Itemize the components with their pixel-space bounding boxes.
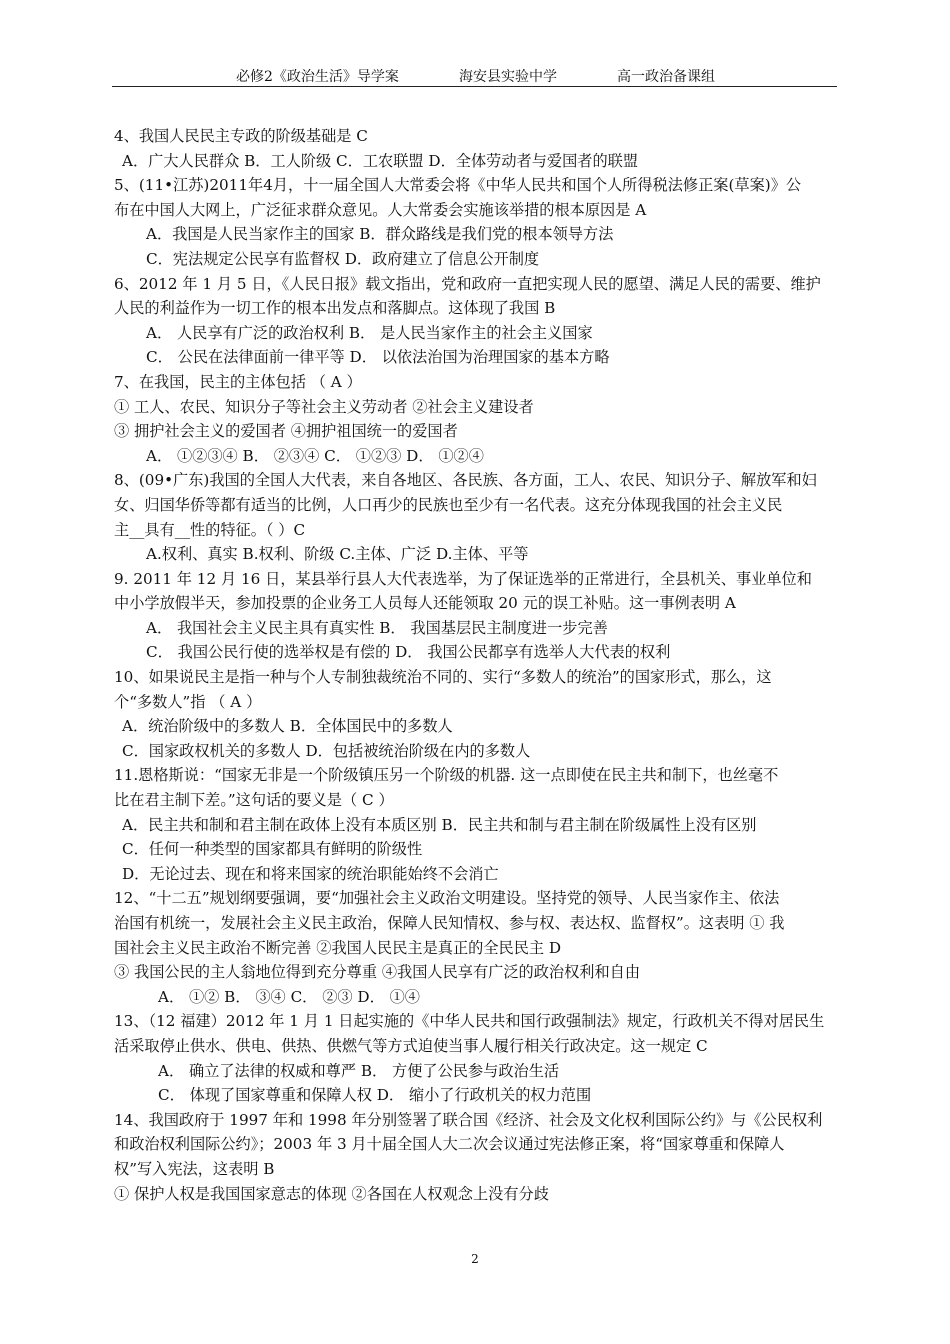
- question-8-stem: 8、(09•广东)我国的全国人大代表，来自各地区、各民族、各方面，工人、农民、知识分子、解放军和妇: [114, 471, 817, 490]
- question-14-stem: 和政治权利国际公约》；2003 年 3 月十届全国人大二次会议通过宪法修正案，将“国家尊重和保障人: [114, 1135, 785, 1154]
- question-4-options: A．广大人民群众 B．工人阶级 C．工农联盟 D．全体劳动者与爱国者的联盟: [122, 151, 639, 170]
- question-9-options: A． 我国社会主义民主具有真实性 B． 我国基层民主制度进一步完善: [146, 618, 608, 637]
- question-5-options: C．宪法规定公民享有监督权 D．政府建立了信息公开制度: [146, 249, 540, 268]
- question-5-stem: 5、(11•江苏)2011年4月，十一届全国人大常委会将《中华人民共和国个人所得税法修正案(草案)》公: [114, 176, 802, 195]
- question-7-stem: 7、在我国，民主的主体包括 （ A ）: [114, 372, 362, 391]
- question-12-items: ③ 我国公民的主人翁地位得到充分尊重 ④我国人民享有广泛的政治权利和自由: [114, 963, 641, 982]
- question-8-stem: 主__具有__性的特征。（ ）C: [114, 520, 306, 539]
- question-11-options: A．民主共和制和君主制在政体上没有本质区别 B．民主共和制与君主制在阶级属性上没有区别: [122, 815, 757, 834]
- header-school-name: 海安县实验中学: [459, 69, 557, 85]
- page-number: 2: [471, 1252, 479, 1266]
- question-9-stem: 9. 2011 年 12 月 16 日，某县举行县人大代表选举，为了保证选举的正常进行，全县机关、事业单位和: [114, 569, 812, 588]
- question-8-stem: 女、归国华侨等都有适当的比例，人口再少的民族也至少有一名代表。这充分体现我国的社会主义民: [114, 495, 783, 514]
- question-12-options: A． ①② B． ③④ C． ②③ D． ①④: [158, 987, 420, 1006]
- header-group-name: 高一政治备课组: [617, 69, 715, 85]
- question-5-options: A．我国是人民当家作主的国家 B．群众路线是我们党的根本领导方法: [146, 225, 614, 244]
- question-10-options: C．国家政权机关的多数人 D．包括被统治阶级在内的多数人: [122, 741, 531, 760]
- question-13-stem: 活采取停止供水、供电、供热、供燃气等方式迫使当事人履行相关行政决定。这一规定 C: [114, 1036, 708, 1055]
- question-14-stem: 权”写入宪法，这表明 B: [114, 1159, 275, 1178]
- question-7-items: ① 工人、农民、知识分子等社会主义劳动者 ②社会主义建设者: [114, 397, 534, 416]
- question-6-stem: 6、2012 年 1 月 5 日，《人民日报》载文指出，党和政府一直把实现人民的愿望、满足人民的需要、维护: [114, 274, 821, 293]
- question-5-stem: 布在中国人大网上，广泛征求群众意见。人大常委会实施该举措的根本原因是 A: [114, 200, 647, 219]
- question-13-stem: 13、（12 福建）2012 年 1 月 1 日起实施的《中华人民共和国行政强制法》规定，行政机关不得对居民生: [114, 1012, 825, 1031]
- header-course-title: 必修2《政治生活》导学案: [236, 69, 399, 85]
- question-9-options: C． 我国公民行使的选举权是有偿的 D． 我国公民都享有选举人大代表的权利: [146, 643, 671, 662]
- question-9-stem: 中小学放假半天，参加投票的企业务工人员每人还能领取 20 元的误工补贴。这一事例表明 A: [114, 594, 736, 613]
- question-12-items: 国社会主义民主政治不断完善 ②我国人民民主是真正的全民民主 D: [114, 938, 562, 957]
- question-10-stem: 10、如果说民主是指一种与个人专制独裁统治不同的、实行“多数人的统治”的国家形式，那么，这: [114, 668, 772, 687]
- question-12-stem: 12、“十二五”规划纲要强调，要“加强社会主义政治文明建设。坚持党的领导、人民当家作主、依法: [114, 889, 780, 908]
- question-11-stem: 11.恩格斯说：“国家无非是一个阶级镇压另一个阶级的机器. 这一点即使在民主共和制下，也丝毫不: [114, 766, 779, 785]
- question-6-stem: 人民的利益作为一切工作的根本出发点和落脚点。这体现了我国 B: [114, 299, 556, 318]
- question-list: [114, 124, 838, 1206]
- question-4-stem: 4、我国人民民主专政的阶级基础是 C: [114, 127, 368, 145]
- question-7-items: ③ 拥护社会主义的爱国者 ④拥护祖国统一的爱国者: [114, 422, 458, 441]
- question-13-options: C． 体现了国家尊重和保障人权 D． 缩小了行政机关的权力范围: [158, 1086, 592, 1105]
- question-14-stem: 14、我国政府于 1997 年和 1998 年分别签署了联合国《经济、社会及文化权利国际公约》与《公民权利: [114, 1110, 823, 1129]
- question-10-stem: 个“多数人”指 （ A ）: [114, 692, 262, 711]
- question-6-options: A． 人民享有广泛的政治权利 B． 是人民当家作主的社会主义国家: [146, 323, 593, 342]
- question-11-options: D．无论过去、现在和将来国家的统治职能始终不会消亡: [122, 864, 499, 883]
- question-11-options: C．任何一种类型的国家都具有鲜明的阶级性: [122, 840, 423, 859]
- question-7-options: A． ①②③④ B． ②③④ C． ①②③ D． ①②④: [146, 446, 484, 465]
- question-10-options: A．统治阶级中的多数人 B．全体国民中的多数人: [122, 717, 453, 736]
- question-13-options: A． 确立了法律的权威和尊严 B． 方便了公民参与政治生活: [158, 1061, 560, 1080]
- question-8-options: A.权利、真实 B.权利、阶级 C.主体、广泛 D.主体、平等: [146, 545, 529, 564]
- question-6-options: C． 公民在法律面前一律平等 D． 以依法治国为治理国家的基本方略: [146, 348, 610, 367]
- question-14-items: ① 保护人权是我国国家意志的体现 ②各国在人权观念上没有分歧: [114, 1184, 549, 1203]
- page-header: [112, 64, 837, 87]
- question-12-stem: 治国有机统一，发展社会主义民主政治，保障人民知情权、参与权、表达权、监督权”。这表明 ① 我: [114, 914, 785, 932]
- question-11-stem: 比在君主制下差。”这句话的要义是（ C ）: [114, 791, 394, 810]
